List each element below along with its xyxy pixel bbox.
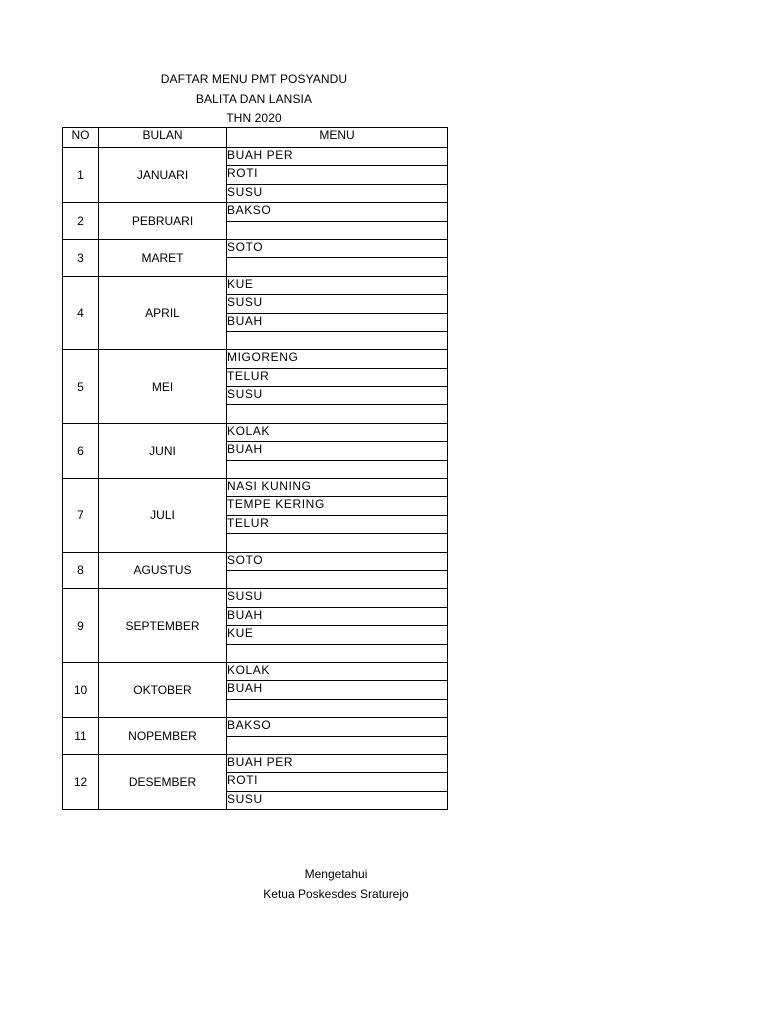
menu-item: SUSU [227,589,448,607]
table-row [63,350,448,368]
month-name: JANUARI [99,148,227,203]
menu-item: BUAH PER [227,148,448,166]
month-name: MARET [99,239,227,276]
menu-table [62,127,448,810]
table-row [63,662,448,680]
row-number: 11 [63,718,99,755]
menu-item [227,534,448,552]
table-row [63,423,448,441]
row-number: 5 [63,350,99,424]
menu-item [227,331,448,349]
row-number: 6 [63,423,99,478]
document-title: DAFTAR MENU PMT POSYANDU [160,72,348,86]
row-number: 2 [63,203,99,240]
menu-item: MIGORENG [227,350,448,368]
table-row [63,203,448,221]
menu-item [227,460,448,478]
menu-item: SUSU [227,295,448,313]
table-row [63,239,448,257]
menu-item [227,699,448,717]
menu-item: SOTO [227,239,448,257]
month-name: SEPTEMBER [99,589,227,663]
document-subtitle: BALITA DAN LANSIA [195,92,313,106]
month-name: NOPEMBER [99,718,227,755]
menu-item: TEMPE KERING [227,497,448,515]
menu-item: KUE [227,276,448,294]
menu-item: SUSU [227,184,448,202]
menu-item: TELUR [227,368,448,386]
column-header-menu: MENU [227,128,448,148]
menu-item: ROTI [227,166,448,184]
row-number: 9 [63,589,99,663]
menu-item [227,736,448,754]
menu-item [227,644,448,662]
row-number: 3 [63,239,99,276]
month-name: AGUSTUS [99,552,227,589]
table-row [63,754,448,772]
menu-item: BUAH [227,681,448,699]
column-header-bulan: BULAN [99,128,227,148]
menu-item: KUE [227,626,448,644]
table-row [63,552,448,570]
menu-item: ROTI [227,773,448,791]
menu-item: BUAH [227,607,448,625]
table-row [63,718,448,736]
month-name: DESEMBER [99,754,227,809]
month-name: PEBRUARI [99,203,227,240]
month-name: JULI [99,479,227,553]
month-name: APRIL [99,276,227,350]
menu-item: BAKSO [227,718,448,736]
menu-item [227,405,448,423]
row-number: 1 [63,148,99,203]
row-number: 10 [63,662,99,717]
menu-item: NASI KUNING [227,479,448,497]
menu-item: BAKSO [227,203,448,221]
menu-item: SUSU [227,387,448,405]
signature-label: Mengetahui [304,867,368,881]
menu-item [227,221,448,239]
table-row [63,148,448,166]
menu-item: BUAH [227,313,448,331]
month-name: JUNI [99,423,227,478]
row-number: 12 [63,754,99,809]
month-name: OKTOBER [99,662,227,717]
menu-item: TELUR [227,515,448,533]
document-year: THN 2020 [226,111,282,125]
menu-item: BUAH [227,442,448,460]
menu-item [227,570,448,588]
menu-item: KOLAK [227,662,448,680]
row-number: 7 [63,479,99,553]
table-body [63,148,448,810]
menu-item: SUSU [227,791,448,809]
row-number: 8 [63,552,99,589]
menu-item: SOTO [227,552,448,570]
table-row [63,479,448,497]
column-header-no: NO [63,128,99,148]
menu-item: KOLAK [227,423,448,441]
menu-item [227,258,448,276]
menu-item: BUAH PER [227,754,448,772]
table-row [63,589,448,607]
table-row [63,276,448,294]
row-number: 4 [63,276,99,350]
signature-role: Ketua Poskesdes Sraturejo [263,887,409,901]
month-name: MEI [99,350,227,424]
table-header-row [63,128,448,148]
